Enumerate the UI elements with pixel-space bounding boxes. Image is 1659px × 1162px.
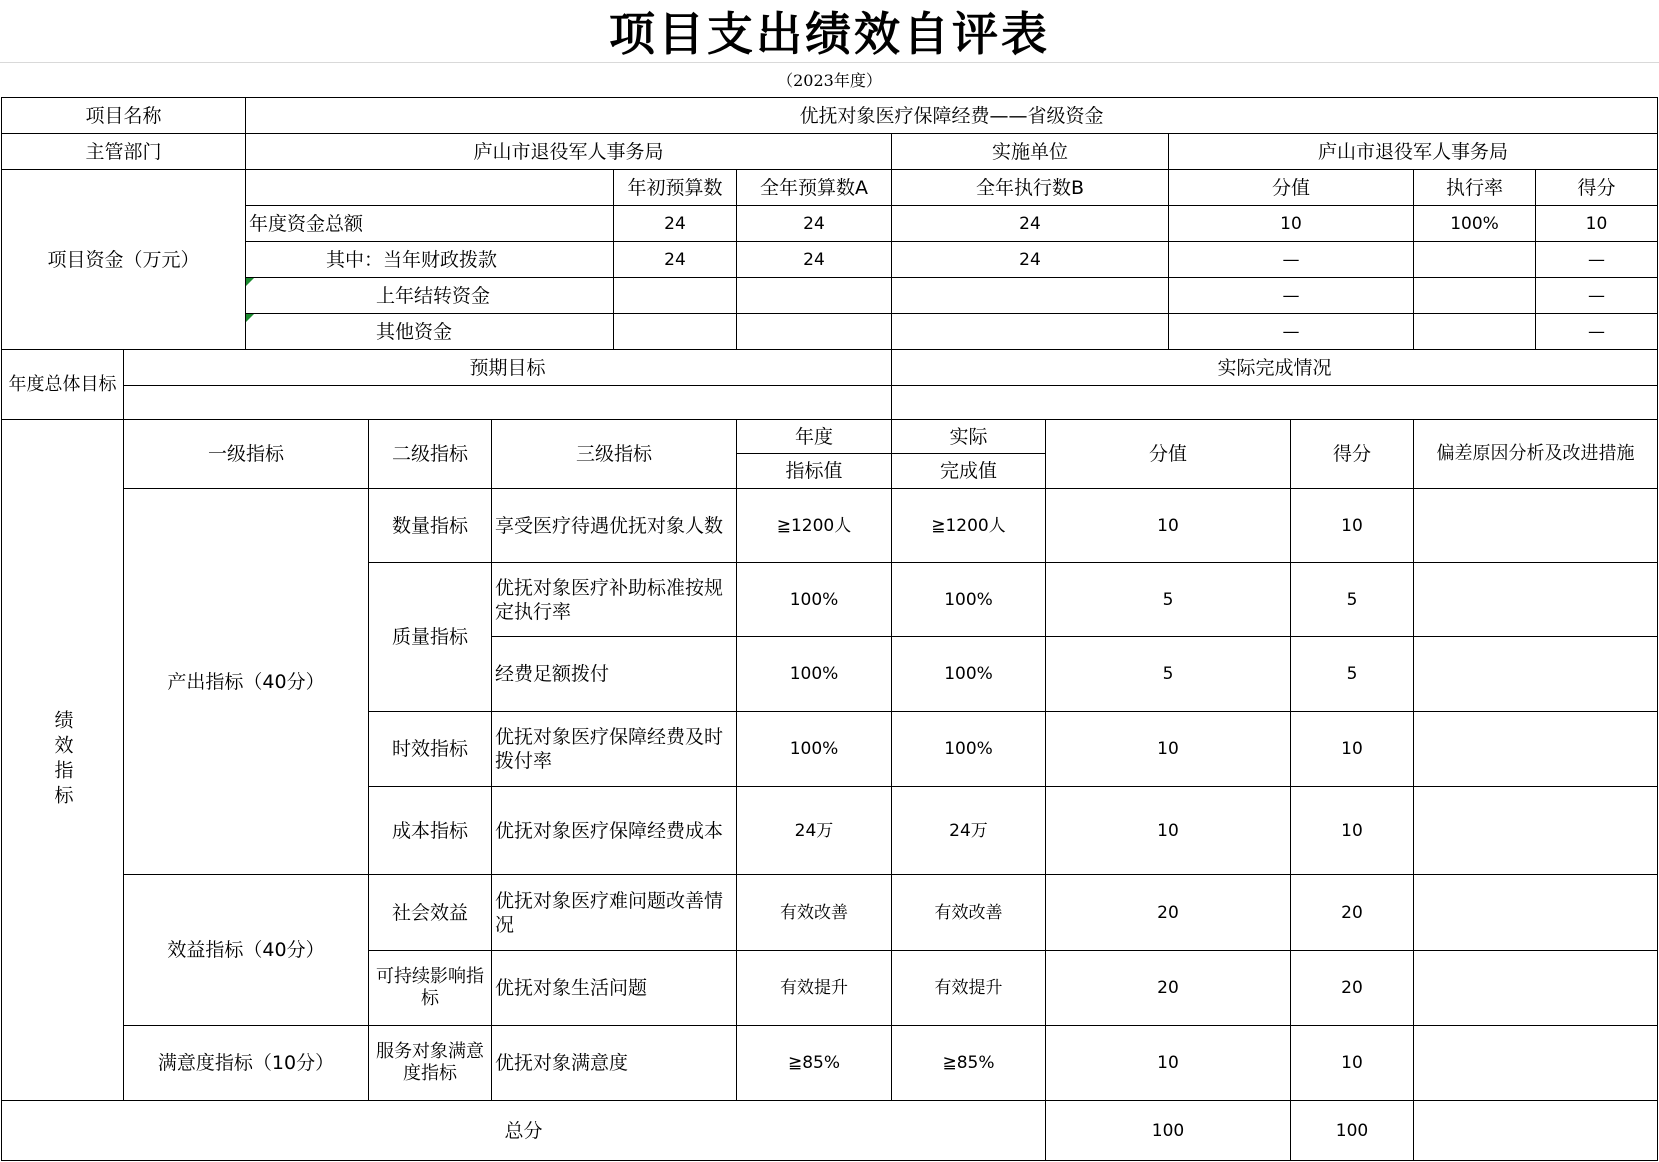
indicator-actual: 有效提升	[891, 950, 1045, 1025]
total-score: 100	[1290, 1100, 1413, 1160]
total-deviation	[1413, 1100, 1657, 1160]
header-score-value: 分值	[1045, 419, 1290, 488]
indicator-deviation	[1413, 488, 1657, 562]
funds-cell-init	[613, 277, 736, 313]
funds-cell-init: 24	[613, 205, 736, 241]
indicator-deviation	[1413, 786, 1657, 874]
level1-satisfaction: 满意度指标（10分）	[123, 1025, 368, 1100]
funds-row-label: 上年结转资金	[245, 277, 613, 313]
total-label: 总分	[1, 1100, 1045, 1160]
indicator-level3-text: 经费足额拨付	[491, 636, 736, 711]
indicator-target: 100%	[736, 562, 891, 636]
funds-cell-score_value: 10	[1168, 205, 1413, 241]
indicator-level3-text: 优抚对象医疗保障经费成本	[491, 786, 736, 874]
funds-cell-score_value: —	[1168, 313, 1413, 349]
funds-cell-score: 10	[1535, 205, 1657, 241]
indicator-deviation	[1413, 711, 1657, 786]
funds-cell-annual	[736, 313, 891, 349]
funds-cell-exec	[891, 277, 1168, 313]
funds-cell-annual	[736, 277, 891, 313]
header-deviation: 偏差原因分析及改进措施	[1413, 419, 1657, 488]
indicator-actual: 100%	[891, 711, 1045, 786]
goals-actual-value	[891, 385, 1657, 419]
indicator-deviation	[1413, 636, 1657, 711]
funds-cell-rate	[1413, 241, 1535, 277]
funds-header-5: 得分	[1535, 169, 1657, 205]
funds-header-0: 年初预算数	[613, 169, 736, 205]
indicator-target: 100%	[736, 636, 891, 711]
funds-cell-exec: 24	[891, 241, 1168, 277]
funds-cell-rate	[1413, 277, 1535, 313]
indicator-target: 24万	[736, 786, 891, 874]
table-right-border	[1657, 97, 1658, 1161]
level2-timeliness: 时效指标	[368, 711, 491, 786]
indicator-actual: 24万	[891, 786, 1045, 874]
sheet-year: （2023年度）	[777, 70, 882, 90]
indicator-level3-text: 优抚对象满意度	[491, 1025, 736, 1100]
level2-sustainability: 可持续影响指标	[368, 950, 491, 1025]
level2-social-benefit: 社会效益	[368, 874, 491, 950]
goals-label: 年度总体目标	[1, 349, 123, 419]
funds-cell-init	[613, 313, 736, 349]
header-target-top: 年度	[736, 419, 891, 453]
funds-cell-exec	[891, 313, 1168, 349]
project-name-value: 优抚对象医疗保障经费——省级资金	[245, 97, 1657, 133]
indicator-target: 100%	[736, 711, 891, 786]
indicator-score: 20	[1290, 874, 1413, 950]
header-level2: 二级指标	[368, 419, 491, 488]
indicator-target: ≧1200人	[736, 488, 891, 562]
funds-header-1: 全年预算数A	[736, 169, 891, 205]
dept-label: 主管部门	[1, 133, 245, 169]
indicator-score-value: 5	[1045, 636, 1290, 711]
funds-cell-score: —	[1535, 313, 1657, 349]
header-score: 得分	[1290, 419, 1413, 488]
indicator-level3-text: 优抚对象医疗难问题改善情况	[491, 874, 736, 950]
goals-expected-value	[123, 385, 891, 419]
indicator-actual: 100%	[891, 562, 1045, 636]
funds-header-2: 全年执行数B	[891, 169, 1168, 205]
total-score-value: 100	[1045, 1100, 1290, 1160]
indicator-deviation	[1413, 950, 1657, 1025]
indicator-score-value: 10	[1045, 711, 1290, 786]
funds-cell-score: —	[1535, 241, 1657, 277]
indicator-score: 10	[1290, 488, 1413, 562]
indicator-score-value: 10	[1045, 1025, 1290, 1100]
indicator-score-value: 10	[1045, 786, 1290, 874]
impl-label: 实施单位	[891, 133, 1168, 169]
funds-cell-score: —	[1535, 277, 1657, 313]
funds-cell-score_value: —	[1168, 241, 1413, 277]
indicator-score: 20	[1290, 950, 1413, 1025]
funds-cell-rate: 100%	[1413, 205, 1535, 241]
indicator-actual: ≧1200人	[891, 488, 1045, 562]
indicator-deviation	[1413, 1025, 1657, 1100]
level2-quantity: 数量指标	[368, 488, 491, 562]
funds-header-blank	[245, 169, 613, 205]
indicator-score-value: 5	[1045, 562, 1290, 636]
funds-cell-exec: 24	[891, 205, 1168, 241]
indicator-level3-text: 优抚对象医疗保障经费及时拨付率	[491, 711, 736, 786]
indicator-deviation	[1413, 874, 1657, 950]
funds-header-4: 执行率	[1413, 169, 1535, 205]
indicator-score: 5	[1290, 636, 1413, 711]
funds-section-label: 项目资金（万元）	[1, 169, 245, 349]
dept-value: 庐山市退役军人事务局	[245, 133, 891, 169]
indicator-target: ≧85%	[736, 1025, 891, 1100]
indicator-actual: 100%	[891, 636, 1045, 711]
goals-expected-header: 预期目标	[123, 349, 891, 385]
funds-cell-init: 24	[613, 241, 736, 277]
funds-cell-annual: 24	[736, 205, 891, 241]
funds-header-3: 分值	[1168, 169, 1413, 205]
indicator-target: 有效提升	[736, 950, 891, 1025]
funds-cell-rate	[1413, 313, 1535, 349]
funds-row-label: 其他资金	[245, 313, 613, 349]
level1-output: 产出指标（40分）	[123, 488, 368, 874]
sheet-title: 项目支出绩效自评表	[0, 0, 1659, 63]
funds-cell-annual: 24	[736, 241, 891, 277]
funds-row-label: 其中：当年财政拨款	[245, 241, 613, 277]
indicator-score: 5	[1290, 562, 1413, 636]
level2-service-satisfaction: 服务对象满意度指标	[368, 1025, 491, 1100]
indicator-level3-text: 优抚对象生活问题	[491, 950, 736, 1025]
goals-actual-header: 实际完成情况	[891, 349, 1657, 385]
indicator-actual: ≧85%	[891, 1025, 1045, 1100]
header-level3: 三级指标	[491, 419, 736, 488]
indicator-score-value: 20	[1045, 950, 1290, 1025]
indicator-actual: 有效改善	[891, 874, 1045, 950]
indicator-deviation	[1413, 562, 1657, 636]
header-level1: 一级指标	[123, 419, 368, 488]
table-bottom-border	[1, 1160, 1658, 1161]
indicator-score: 10	[1290, 786, 1413, 874]
header-target-bottom: 指标值	[736, 453, 891, 488]
indicator-score: 10	[1290, 1025, 1413, 1100]
indicator-level3-text: 优抚对象医疗补助标准按规定执行率	[491, 562, 736, 636]
header-actual-bottom: 完成值	[891, 453, 1045, 488]
funds-cell-score_value: —	[1168, 277, 1413, 313]
indicator-score: 10	[1290, 711, 1413, 786]
indicator-score-value: 20	[1045, 874, 1290, 950]
indicator-target: 有效改善	[736, 874, 891, 950]
indicator-score-value: 10	[1045, 488, 1290, 562]
level1-benefit: 效益指标（40分）	[123, 874, 368, 1025]
project-name-label: 项目名称	[1, 97, 245, 133]
indicators-section-label: 绩效指标	[1, 419, 123, 1100]
funds-row-label: 年度资金总额	[245, 205, 613, 241]
impl-value: 庐山市退役军人事务局	[1168, 133, 1657, 169]
header-actual-top: 实际	[891, 419, 1045, 453]
level2-cost: 成本指标	[368, 786, 491, 874]
indicator-level3-text: 享受医疗待遇优抚对象人数	[491, 488, 736, 562]
level2-quality: 质量指标	[368, 562, 491, 711]
